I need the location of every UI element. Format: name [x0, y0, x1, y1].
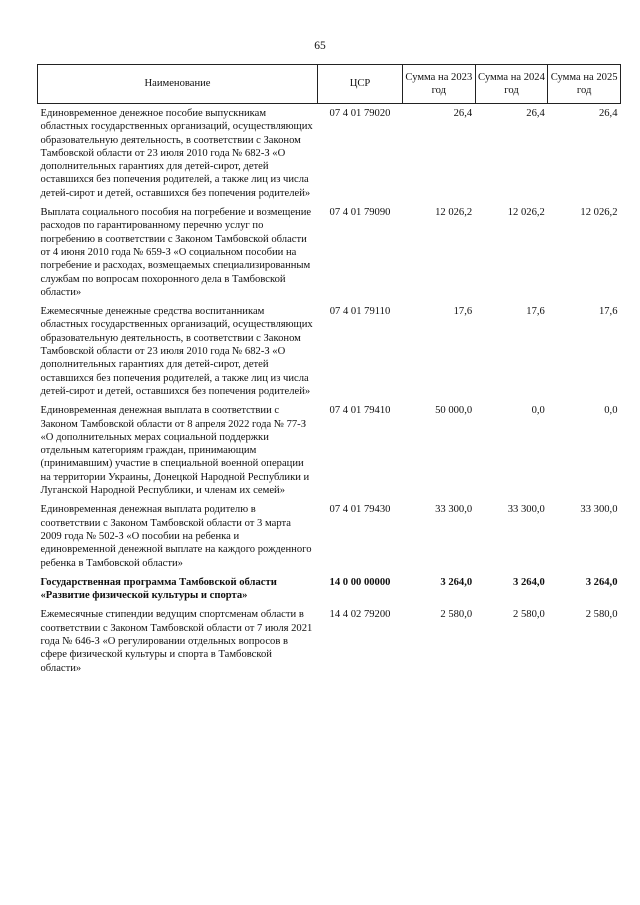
- table-row: [38, 302, 621, 401]
- row-code: 07 4 01 79410: [329, 405, 391, 417]
- row-sum-2025: 26,4: [598, 108, 618, 119]
- row-code: 07 4 01 79090: [329, 207, 391, 219]
- row-sum-2024: 0,0: [531, 405, 545, 417]
- page-number: 65: [314, 40, 326, 52]
- row-sum-2024: 2 580,0: [513, 609, 545, 621]
- row-sum-2023: 50 000,0: [435, 405, 473, 417]
- program-row: [38, 573, 621, 606]
- row-name: Единовременная денежная выплата в соответствии с Законом Тамбовской области от 8 апреля 2022 года № 77-З «О дополнительных мерах социальной поддержки отдельным категориям граждан, принимающим (принимавшим) участие в специальной военной операции на территории Украины, Донецкой Народной Республики и Луганской Народной Республики, и членам их семей»: [40, 405, 310, 497]
- row-sum-2024: 12 026,2: [507, 207, 545, 219]
- header-code: ЦСР: [318, 65, 403, 104]
- program-sum-2023: 3 264,0: [440, 576, 473, 588]
- row-code: 14 4 02 79200: [329, 609, 391, 621]
- row-code: 07 4 01 79110: [329, 306, 391, 318]
- header-sum-2025: Сумма на 2025 год: [548, 65, 621, 104]
- row-sum-2023: 33 300,0: [435, 504, 473, 516]
- row-sum-2025: 17,6: [598, 306, 618, 318]
- table-row: [38, 401, 621, 500]
- row-name: Выплата социального пособия на погребение и возмещение расходов по гарантированному перечню услуг по погребению в соответствии с Законом Тамбовской области от 4 июня 2010 года № 659-З «О социальном пособии на погребение и расходах, возмещаемых специализированным службам по вопросам похоронного дела в Тамбовской области»: [40, 207, 312, 298]
- program-sum-2025: 3 264,0: [585, 576, 618, 588]
- table-row: [38, 500, 621, 572]
- table-row: [38, 104, 621, 204]
- row-name: Ежемесячные денежные средства воспитанникам областных государственных организаций, осуществляющих образовательную деятельность, в соответствии с Законом Тамбовской области от 23 июля 2010 года № 682-З «О дополнительных гарантиях для детей-сирот, детей оставшихся без попечения родителей, а также лиц из числа детей-сирот и детей, оставшихся без попечения родителей»: [40, 306, 313, 397]
- program-code: 14 0 00 00000: [329, 576, 391, 588]
- row-sum-2025: 33 300,0: [580, 504, 618, 516]
- row-sum-2025: 12 026,2: [580, 207, 618, 219]
- row-code: 07 4 01 79020: [329, 108, 391, 119]
- header-sum-2024: Сумма на 2024 год: [475, 65, 548, 104]
- program-name: Государственная программа Тамбовской области «Развитие физической культуры и спорта»: [40, 576, 277, 602]
- table-header-row: [38, 65, 621, 104]
- row-name: Единовременное денежное пособие выпускникам областных государственных организаций, осуществляющих образовательную деятельность, в соответствии с Законом Тамбовской области от 23 июля 2010 года № 682-З «О дополнительных гарантиях для детей-сирот, детей оставшихся без попечения родителей, а также лиц из числа детей-сирот и детей, оставшихся без попечения родителей»: [40, 108, 313, 199]
- row-code: 07 4 01 79430: [329, 504, 391, 516]
- row-name: Единовременная денежная выплата родителю в соответствии с Законом Тамбовской области от 3 марта 2009 года № 502-З «О пособии на ребенка и единовременной денежной выплате на каждого рожденного ребенка в Тамбовской области»: [40, 504, 312, 569]
- row-sum-2024: 26,4: [526, 108, 545, 119]
- row-sum-2023: 2 580,0: [440, 609, 473, 621]
- header-sum-2023: Сумма на 2023 год: [403, 65, 476, 104]
- table-row: [38, 605, 621, 677]
- row-sum-2025: 2 580,0: [585, 609, 618, 621]
- row-sum-2023: 26,4: [453, 108, 473, 119]
- row-sum-2025: 0,0: [604, 405, 618, 417]
- row-sum-2024: 33 300,0: [507, 504, 545, 516]
- row-sum-2023: 12 026,2: [435, 207, 473, 219]
- row-name: Ежемесячные стипендии ведущим спортсменам области в соответствии с Законом Тамбовской области от 7 июля 2021 года № 646-З «О регулировании отдельных вопросов в сфере физической культуры и спорта в Тамбовской области»: [40, 609, 313, 674]
- program-sum-2024: 3 264,0: [513, 576, 545, 588]
- header-name: Наименование: [38, 65, 318, 104]
- row-sum-2023: 17,6: [453, 306, 473, 318]
- budget-table: [37, 64, 621, 678]
- table-row: [38, 203, 621, 302]
- row-sum-2024: 17,6: [526, 306, 545, 318]
